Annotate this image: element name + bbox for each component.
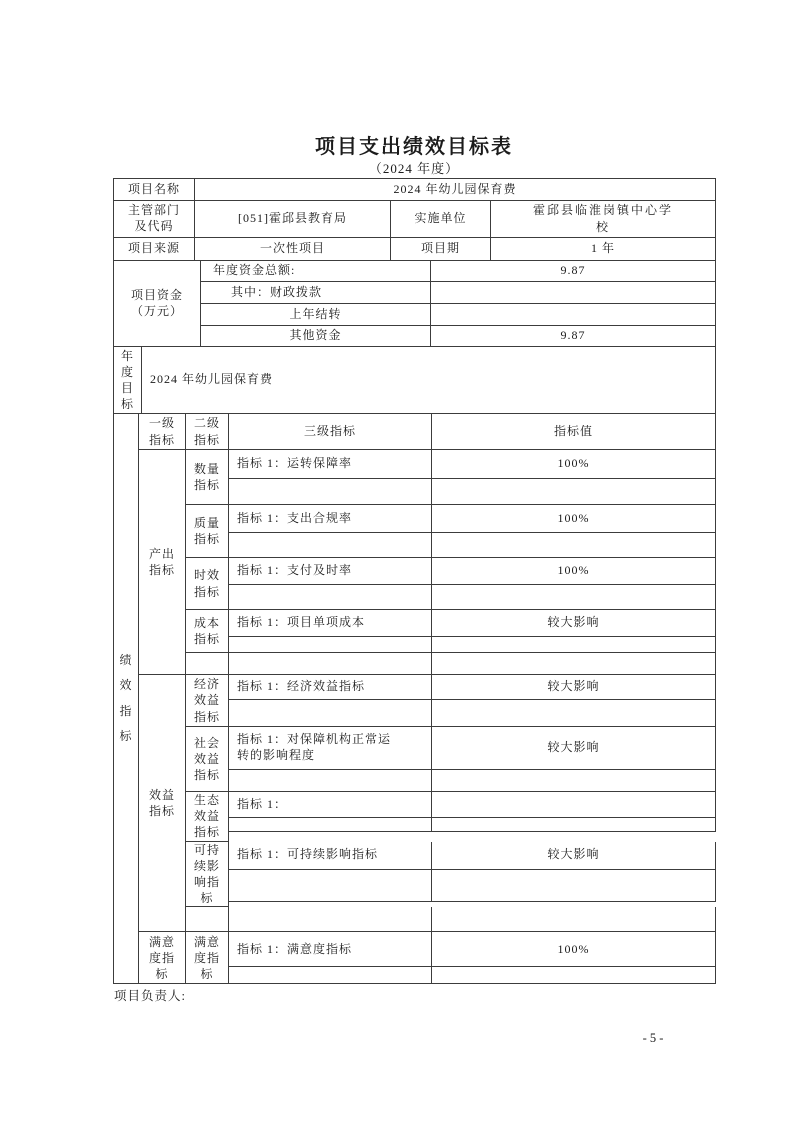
sub-quantity — [186, 450, 716, 505]
impl-unit-label: 实施单位 — [391, 201, 491, 238]
empty-cell — [229, 653, 432, 675]
group-benefit — [139, 675, 716, 932]
indicator-row-empty — [229, 770, 716, 792]
page-subtitle: （2024 年度） — [368, 161, 460, 176]
indicator-label-cell: 指标 1：经济效益指标 — [229, 675, 432, 700]
indicator-value-cell: 100% — [432, 450, 716, 479]
funds-label-line1: 项目资金 — [130, 287, 183, 302]
indicator-label-cell: 指标 1：支付及时率 — [229, 558, 432, 585]
indicator-label-cell: 指标 1：对保障机构正常运转的影响程度 — [229, 727, 432, 770]
funds-other-label: 其他资金 — [201, 326, 431, 347]
empty-cell — [229, 637, 432, 653]
indicator-value-cell: 较大影响 — [432, 610, 716, 637]
indicator-row — [229, 450, 716, 479]
period-value: 1 年 — [491, 238, 716, 261]
sub-quantity-label: 数量指标 — [186, 450, 229, 505]
empty-cell — [229, 479, 432, 505]
sub-economic — [186, 675, 716, 727]
empty-cell — [229, 967, 432, 984]
funds-fiscal-value — [431, 282, 716, 304]
empty-cell — [229, 533, 432, 558]
page-number: - 5 - — [642, 1031, 664, 1045]
group-satisfaction — [139, 932, 716, 984]
header-level2: 二级指标 — [186, 414, 229, 450]
funds-carryover-label: 上年结转 — [201, 304, 431, 326]
empty-cell — [432, 585, 716, 610]
indicator-row — [229, 558, 716, 585]
sub-sustainable — [186, 842, 716, 908]
empty-cell — [432, 770, 716, 792]
sub-quality — [186, 505, 716, 558]
indicator-label-cell: 指标 1：支出合规率 — [229, 505, 432, 533]
funds-other-value: 9.87 — [431, 326, 716, 347]
impl-unit-value — [491, 201, 716, 238]
indicator-value-cell: 较大影响 — [432, 727, 716, 770]
sub-ecological-label: 生态效益指标 — [186, 792, 229, 842]
group-output-trailing-empty-row — [186, 653, 716, 675]
group-output — [139, 450, 716, 675]
page-title: 项目支出绩效目标表 — [315, 136, 513, 158]
empty-cell — [229, 818, 432, 832]
dept-label-line2: 及代码 — [134, 219, 174, 233]
sub-quality-label: 质量指标 — [186, 505, 229, 558]
indicator-row-empty — [229, 637, 716, 653]
indicator-row-empty — [229, 870, 716, 902]
period-label: 项目期 — [391, 238, 491, 261]
sub-social-label: 社会效益指标 — [186, 727, 229, 792]
indicators-side-label: 绩效指标 — [114, 414, 139, 984]
funds-label — [114, 261, 201, 347]
empty-cell — [432, 907, 716, 932]
empty-cell — [432, 870, 716, 902]
indicators-header-row — [139, 414, 716, 450]
indicator-label-cell: 指标 1： — [229, 792, 432, 818]
indicator-value-cell: 较大影响 — [432, 842, 716, 870]
sub-timeliness-label: 时效指标 — [186, 558, 229, 610]
funds-carryover-value — [431, 304, 716, 326]
group-output-label: 产出指标 — [139, 450, 186, 675]
empty-cell — [432, 533, 716, 558]
indicator-row — [229, 610, 716, 637]
indicator-row — [229, 675, 716, 700]
indicator-row — [229, 932, 716, 967]
empty-cell — [432, 637, 716, 653]
empty-cell — [229, 770, 432, 792]
dept-value: [051]霍邱县教育局 — [195, 201, 391, 238]
funds-total-label: 年度资金总额: — [201, 261, 431, 282]
indicator-row — [229, 505, 716, 533]
sub-satisfaction-label: 满意度指标 — [186, 932, 229, 984]
indicator-value-cell: 100% — [432, 558, 716, 585]
empty-cell — [432, 700, 716, 727]
indicator-value-cell: 100% — [432, 932, 716, 967]
empty-cell — [186, 907, 229, 932]
department-row — [114, 201, 716, 238]
annual-goal-value: 2024 年幼儿园保育费 — [142, 347, 716, 414]
indicator-label-cell: 指标 1：满意度指标 — [229, 932, 432, 967]
indicator-row-empty — [229, 533, 716, 558]
indicators-section — [114, 414, 716, 984]
empty-cell — [229, 907, 432, 932]
funds-row-total — [201, 261, 716, 282]
funds-label-line2: （万元） — [130, 303, 183, 318]
funds-fiscal-label: 其中：财政拨款 — [201, 282, 431, 304]
project-manager-label: 项目负责人: — [114, 989, 186, 1003]
impl-unit-value-text: 霍邱县临淮岗镇中心学校 — [532, 202, 673, 234]
sub-economic-label: 经济效益指标 — [186, 675, 229, 727]
group-benefit-label: 效益指标 — [139, 675, 186, 932]
sub-cost-label: 成本指标 — [186, 610, 229, 653]
empty-cell — [229, 870, 432, 902]
empty-cell — [432, 479, 716, 505]
indicator-row — [229, 727, 716, 770]
funds-row-other — [201, 326, 716, 347]
sub-ecological — [186, 792, 716, 842]
indicator-label-cell: 指标 1：运转保障率 — [229, 450, 432, 479]
indicator-value-cell: 较大影响 — [432, 675, 716, 700]
funds-row-fiscal — [201, 282, 716, 304]
performance-target-table — [113, 178, 716, 984]
sub-timeliness — [186, 558, 716, 610]
sub-social — [186, 727, 716, 792]
indicator-row-empty — [229, 700, 716, 727]
sub-cost — [186, 610, 716, 653]
indicator-value-cell: 100% — [432, 505, 716, 533]
indicator-label-cell: 指标 1：可持续影响指标 — [229, 842, 432, 870]
annual-goal-label: 年度目标 — [114, 347, 142, 414]
project-name-row — [114, 179, 716, 201]
indicator-row-empty — [229, 967, 716, 984]
indicator-row-empty — [229, 585, 716, 610]
indicator-row — [229, 792, 716, 818]
empty-cell — [229, 585, 432, 610]
header-level3: 三级指标 — [229, 414, 432, 450]
indicator-row — [229, 842, 716, 870]
dept-label — [114, 201, 195, 238]
empty-cell — [432, 818, 716, 832]
indicator-row-empty — [229, 818, 716, 832]
indicator-row-empty — [229, 479, 716, 505]
source-label: 项目来源 — [114, 238, 195, 261]
header-value: 指标值 — [432, 414, 716, 450]
group-benefit-trailing-empty-row — [186, 907, 716, 932]
header-level1: 一级指标 — [139, 414, 186, 450]
indicator-value-cell — [432, 792, 716, 818]
funds-total-value: 9.87 — [431, 261, 716, 282]
funds-section — [114, 261, 716, 347]
group-satisfaction-label: 满意度指标 — [139, 932, 186, 984]
funds-row-carryover — [201, 304, 716, 326]
empty-cell — [229, 700, 432, 727]
dept-label-line1: 主管部门 — [127, 203, 180, 218]
empty-cell — [432, 653, 716, 675]
sub-sustainable-label: 可持续影响指标 — [186, 842, 229, 908]
sub-satisfaction — [186, 932, 716, 984]
annual-goal-row — [114, 347, 716, 414]
project-name-value: 2024 年幼儿园保育费 — [195, 179, 716, 201]
indicator-label-cell: 指标 1：项目单项成本 — [229, 610, 432, 637]
empty-cell — [432, 967, 716, 984]
empty-cell — [186, 653, 229, 675]
project-name-label: 项目名称 — [114, 179, 195, 201]
source-row — [114, 238, 716, 261]
source-value: 一次性项目 — [195, 238, 391, 261]
